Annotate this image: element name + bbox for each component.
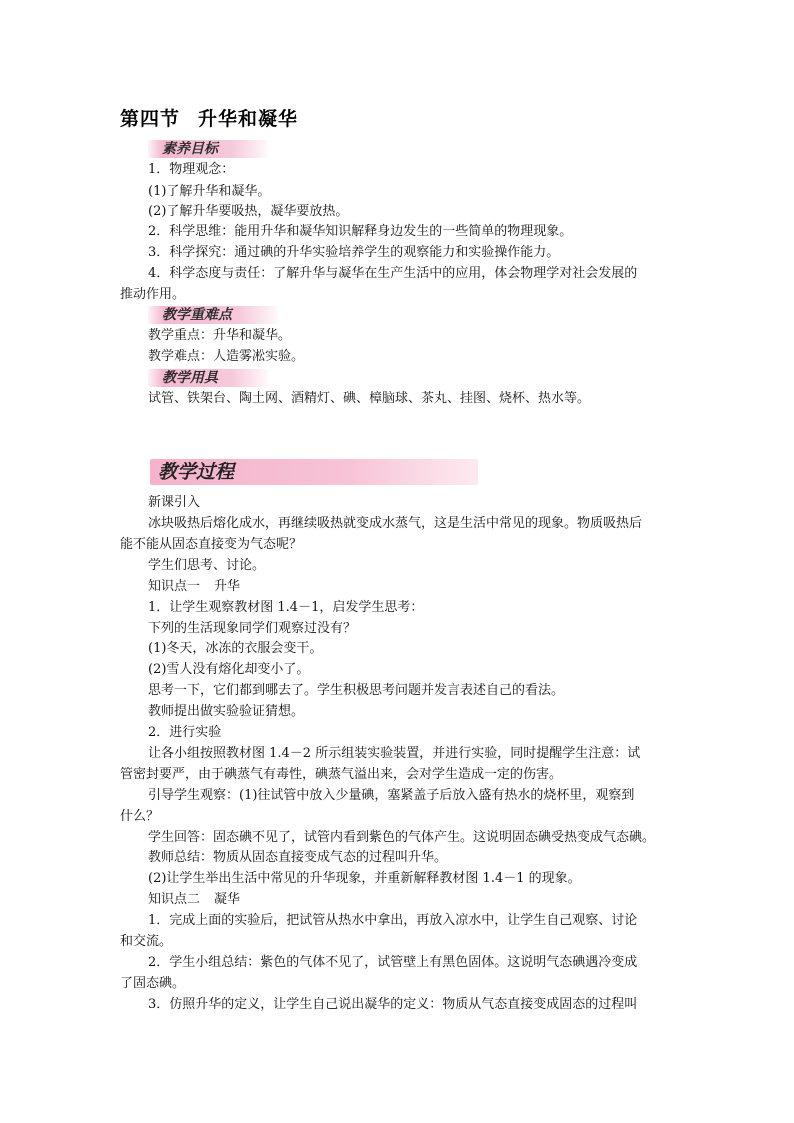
process-line: (1)冬天，冰冻的衣服会变干。 [148, 641, 323, 656]
section-number: 第四节 [120, 108, 181, 130]
process-line: 2．学生小组总结：紫色的气体不见了，试管壁上有黑色固体。这说明气态碘遇冷变成 [148, 955, 638, 970]
keypoint-line: 教学重点：升华和凝华。 [148, 328, 292, 343]
goal-line: 2．科学思维：能用升华和凝华知识解释身边发生的一些简单的物理现象。 [148, 224, 573, 239]
process-line: 学生们思考、讨论。 [148, 558, 266, 573]
process-heading: 教学过程 [150, 459, 478, 485]
goal-line: (2)了解升华要吸热，凝华要放热。 [148, 204, 349, 219]
process-line: 引导学生观察：(1)往试管中放入少量碘，塞紧盖子后放入盛有热水的烧杯里，观察到 [148, 788, 635, 803]
goal-line: 4．科学态度与责任：了解升华与凝华在生产生活中的应用，体会物理学对社会发展的 [148, 266, 638, 281]
tools-line: 试管、铁架台、陶土网、酒精灯、碘、樟脑球、茶丸、挂图、烧杯、热水等。 [148, 391, 591, 406]
process-line: 1．让学生观察教材图 1.4－1，启发学生思考： [148, 600, 424, 615]
process-line: 下列的生活现象同学们观察过没有？ [148, 621, 357, 636]
tools-heading: 教学用具 [148, 369, 268, 387]
process-line: 让各小组按照教材图 1.4－2 所示组装实验装置，并进行实验，同时提醒学生注意：试 [148, 746, 641, 761]
process-line: 3．仿照升华的定义，让学生自己说出凝华的定义：物质从气态直接变成固态的过程叫 [148, 997, 638, 1012]
knowledge-point-2: 知识点二 凝华 [148, 892, 241, 907]
process-line: 1．完成上面的实验后，把试管从热水中拿出，再放入凉水中，让学生自己观察、讨论 [148, 913, 638, 928]
knowledge-point-1: 知识点一 升华 [148, 579, 241, 594]
process-line: (2)让学生举出生活中常见的升华现象，并重新解释教材图 1.4－1 的现象。 [148, 871, 581, 886]
process-line: 新课引入 [148, 495, 201, 510]
process-line: 教师提出做实验验证猜想。 [148, 704, 305, 719]
process-line: 学生回答：固态碘不见了，试管内看到紫色的气体产生。这说明固态碘受热变成气态碘。 [148, 830, 656, 845]
process-line: 2．进行实验 [148, 725, 222, 740]
process-line: (2)雪人没有熔化却变小了。 [148, 662, 310, 677]
process-line: 什么？ [120, 809, 160, 824]
goal-line: (1)了解升华和凝华。 [148, 184, 271, 199]
goal-line: 1．物理观念： [148, 162, 235, 177]
section-name: 升华和凝华 [198, 108, 299, 130]
goal-line: 3．科学探究：通过碘的升华实验培养学生的观察能力和实验操作能力。 [148, 245, 560, 260]
keypoint-line: 教学难点：人造雾凇实验。 [148, 349, 305, 364]
process-line: 能不能从固态直接变为气态呢？ [120, 537, 303, 552]
goal-line: 推动作用。 [120, 287, 186, 302]
process-line: 管密封要严，由于碘蒸气有毒性，碘蒸气溢出来，会对学生造成一定的伤害。 [120, 767, 563, 782]
process-line: 思考一下，它们都到哪去了。学生积极思考问题并发言表述自己的看法。 [148, 683, 565, 698]
goals-heading: 素养目标 [148, 140, 268, 158]
process-line: 和交流。 [120, 934, 173, 949]
process-line: 了固态碘。 [120, 976, 186, 991]
process-line: 冰块吸热后熔化成水，再继续吸热就变成水蒸气，这是生活中常见的现象。物质吸热后 [148, 516, 643, 531]
page-title [120, 104, 298, 131]
process-line: 教师总结：物质从固态直接变成气态的过程叫升华。 [148, 850, 448, 865]
keypoints-heading: 教学重难点 [148, 306, 278, 324]
